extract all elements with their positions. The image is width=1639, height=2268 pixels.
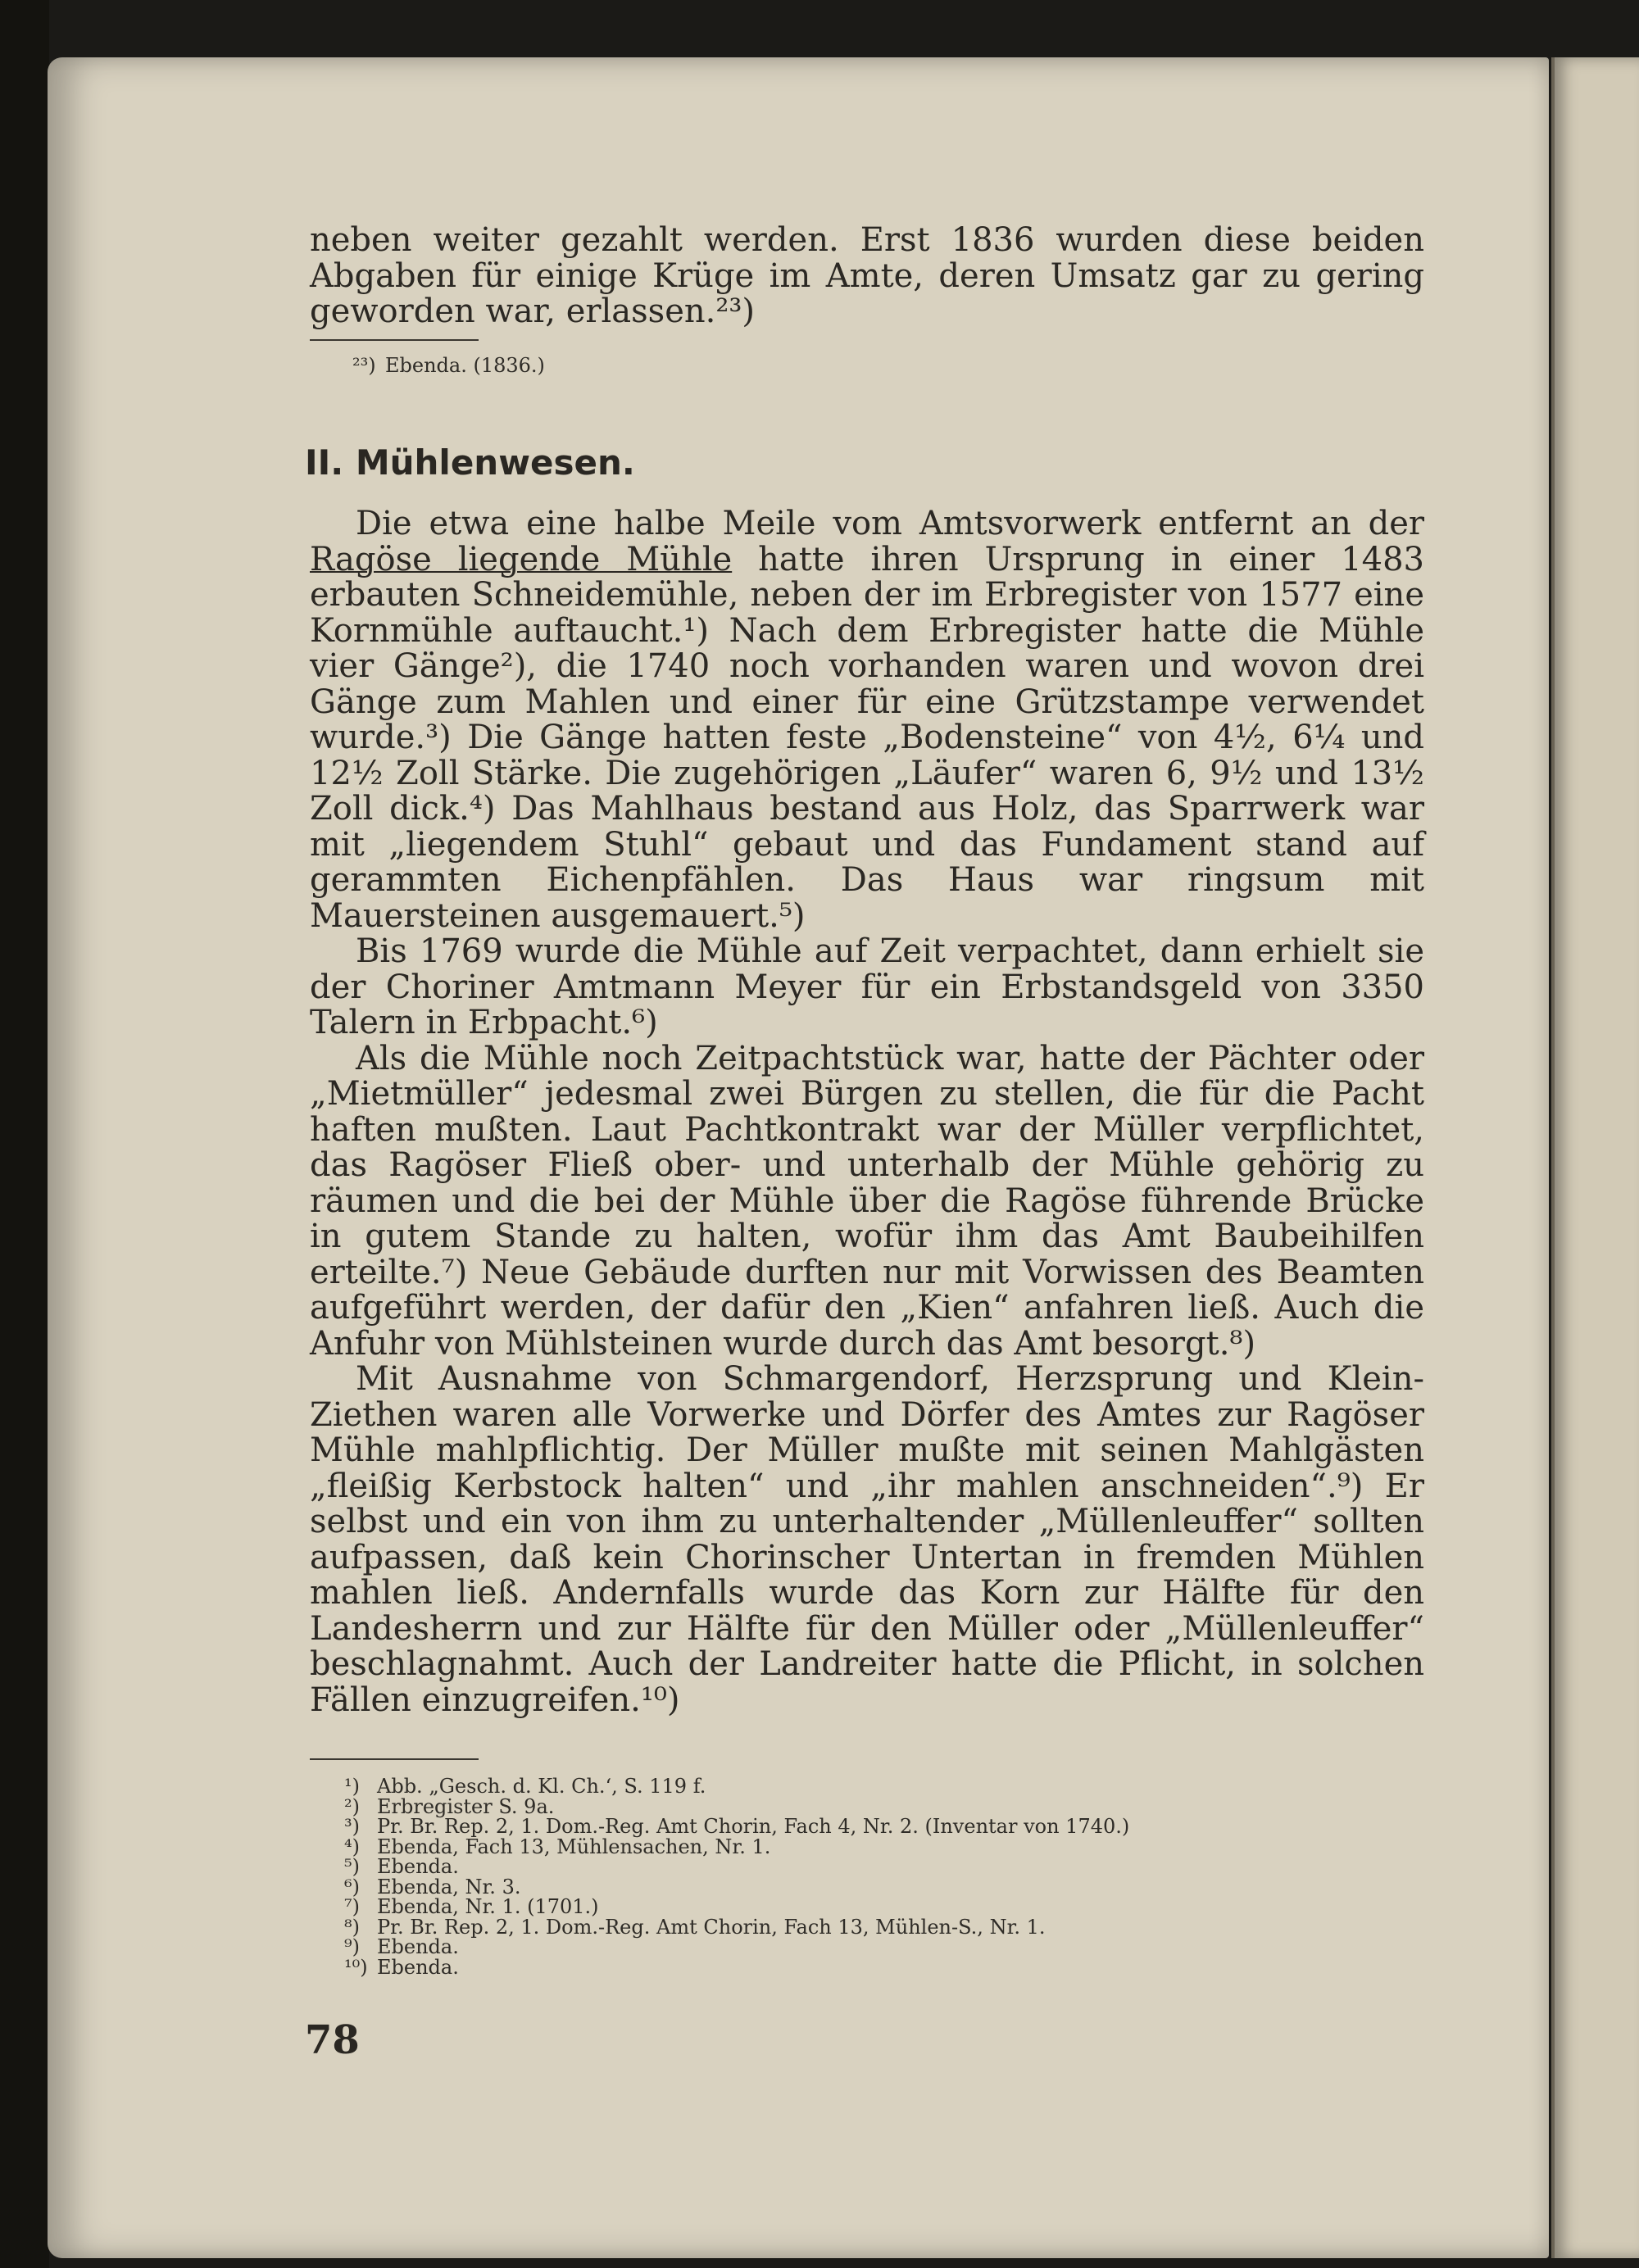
footnote-mark: ⁷) xyxy=(344,1895,360,1918)
scan-background xyxy=(0,0,49,2268)
footnote-text: Ebenda. xyxy=(377,1935,459,1958)
top-paragraph-text: neben weiter gezahlt werden. Erst 1836 wurden diese beiden Abgaben für einige Krüge im Amte, deren Umsatz gar zu gering geworden war, erlassen.²³) xyxy=(310,221,1424,330)
footnote-item xyxy=(344,1794,1410,1818)
footnote-rule-top xyxy=(310,339,479,341)
paragraph-rest: hatte ihren Ursprung in einer 1483 erbauten Schneidemühle, neben der im Erbregister von 1577 eine Kornmühle auftaucht.¹) Nach dem Erbregister hatte die Mühle vier Gänge²), die 1740 noch vorhanden waren und wovon drei Gänge zum Mahlen und einer für eine Grützstampe verwendet wurde.³) Die Gänge hatten feste „Bodensteine“ von 4½, 6¼ und 12½ Zoll Stärke. Die zugehörigen „Läufer“ waren 6, 9½ und 13½ Zoll dick.⁴) Das Mahlhaus bestand aus Holz, das Sparrwerk war mit „liegendem Stuhl“ gebaut und das Fundament stand auf gerammten Eichenpfählen. Das Haus war ringsum mit Mauersteinen ausgemauert.⁵) xyxy=(310,540,1424,935)
footnote-mark: ²³) xyxy=(352,354,376,377)
footnote-rule-bottom xyxy=(310,1758,479,1760)
footnote-text: Ebenda, Fach 13, Mühlensachen, Nr. 1. xyxy=(377,1835,771,1858)
footnote-mark: ⁹) xyxy=(344,1935,360,1958)
footnote-item xyxy=(344,1937,1410,1957)
footnote-text: Erbregister S. 9a. xyxy=(377,1794,555,1818)
footnote-item xyxy=(344,1776,1410,1797)
underlined-phrase: Ragöse liegende Mühle xyxy=(310,540,733,578)
paragraph: Mit Ausnahme von Schmargendorf, Herzsprung und Klein-Ziethen waren alle Vorwerke und Dörfer des Amtes zur Ragöser Mühle mahlpflichtig. Der Müller mußte mit seinen Mahlgästen „fleißig Kerbstock halten“ und „ihr mahlen anschneiden“.⁹) Er selbst und ein von ihm zu unterhaltender „Müllenleuffer“ sollten aufpassen, daß kein Chorinscher Untertan in fremden Mühlen mahlen ließ. Andernfalls wurde das Korn zur Hälfte für den Landesherrn und zur Hälfte für den Müller oder „Müllenleuffer“ beschlagnahmt. Auch der Landreiter hatte die Pflicht, in solchen Fällen einzugreifen.¹⁰) xyxy=(310,1360,1424,1719)
footnote-item xyxy=(344,1897,1410,1917)
footnote-item xyxy=(344,1917,1410,1938)
footnote-mark: ¹⁰) xyxy=(344,1955,368,1979)
footnote-item xyxy=(344,1877,1410,1898)
paragraph: Bis 1769 wurde die Mühle auf Zeit verpachtet, dann erhielt sie der Choriner Amtmann Meyer für ein Erbstandsgeld von 3350 Talern in Erbpacht.⁶) xyxy=(310,932,1424,1041)
paragraph: Als die Mühle noch Zeitpachtstück war, hatte der Pächter oder „Mietmüller“ jedesmal zwei Bürgen zu stellen, die für die Pacht haften mußten. Laut Pachtkontrakt war der Müller verpflichtet, das Ragöser Fließ ober- und unterhalb der Mühle gehörig zu räumen und die bei der Mühle über die Ragöse führende Brücke in gutem Stande zu halten, wofür ihm das Amt Baubeihilfen erteilte.⁷) Neue Gebäude durften nur mit Vorwissen des Beamten aufgeführt werden, der dafür den „Kien“ anfahren ließ. Auch die Anfuhr von Mühlsteinen wurde durch das Amt besorgt.⁸) xyxy=(310,1039,1424,1363)
footnote-text: Ebenda, Nr. 1. (1701.) xyxy=(377,1895,599,1918)
footnote-text: Ebenda, Nr. 3. xyxy=(377,1875,521,1898)
footnote-mark: ⁶) xyxy=(344,1875,360,1898)
footnote-text: Pr. Br. Rep. 2, 1. Dom.-Reg. Amt Chorin, Fach 13, Mühlen-S., Nr. 1. xyxy=(377,1915,1046,1939)
top-paragraph xyxy=(310,223,1424,330)
footnote-text: Ebenda. (1836.) xyxy=(385,354,545,377)
footnote-mark: ¹) xyxy=(344,1775,360,1798)
footnote-text: Abb. „Gesch. d. Kl. Ch.‘, S. 119 f. xyxy=(377,1775,706,1798)
footnote-text: Ebenda. xyxy=(377,1955,459,1979)
paragraph xyxy=(310,506,1424,934)
facing-page-edge xyxy=(1551,57,1639,2258)
footnote-text: Pr. Br. Rep. 2, 1. Dom.-Reg. Amt Chorin, Fach 4, Nr. 2. (Inventar von 1740.) xyxy=(377,1815,1130,1838)
footnote-mark: ⁴) xyxy=(344,1835,360,1858)
footnote-item xyxy=(344,1857,1410,1877)
footnote-list xyxy=(344,1776,1410,1977)
footnote-mark: ²) xyxy=(344,1794,360,1818)
page-number: 78 xyxy=(305,2017,360,2063)
top-footnote xyxy=(352,356,1467,376)
footnote-item xyxy=(344,1837,1410,1857)
footnote-mark: ⁸) xyxy=(344,1915,360,1939)
footnote-mark: ³) xyxy=(344,1815,360,1838)
footnote-item xyxy=(344,1957,1410,1978)
paragraph-lead: Die etwa eine halbe Meile vom Amtsvorwerk entfernt an der xyxy=(356,505,1424,542)
footnote-text: Ebenda. xyxy=(377,1855,459,1878)
main-body xyxy=(310,506,1424,1718)
section-heading: II. Mühlenwesen. xyxy=(305,442,635,483)
footnote-mark: ⁵) xyxy=(344,1855,360,1878)
footnote-item xyxy=(344,1817,1410,1837)
